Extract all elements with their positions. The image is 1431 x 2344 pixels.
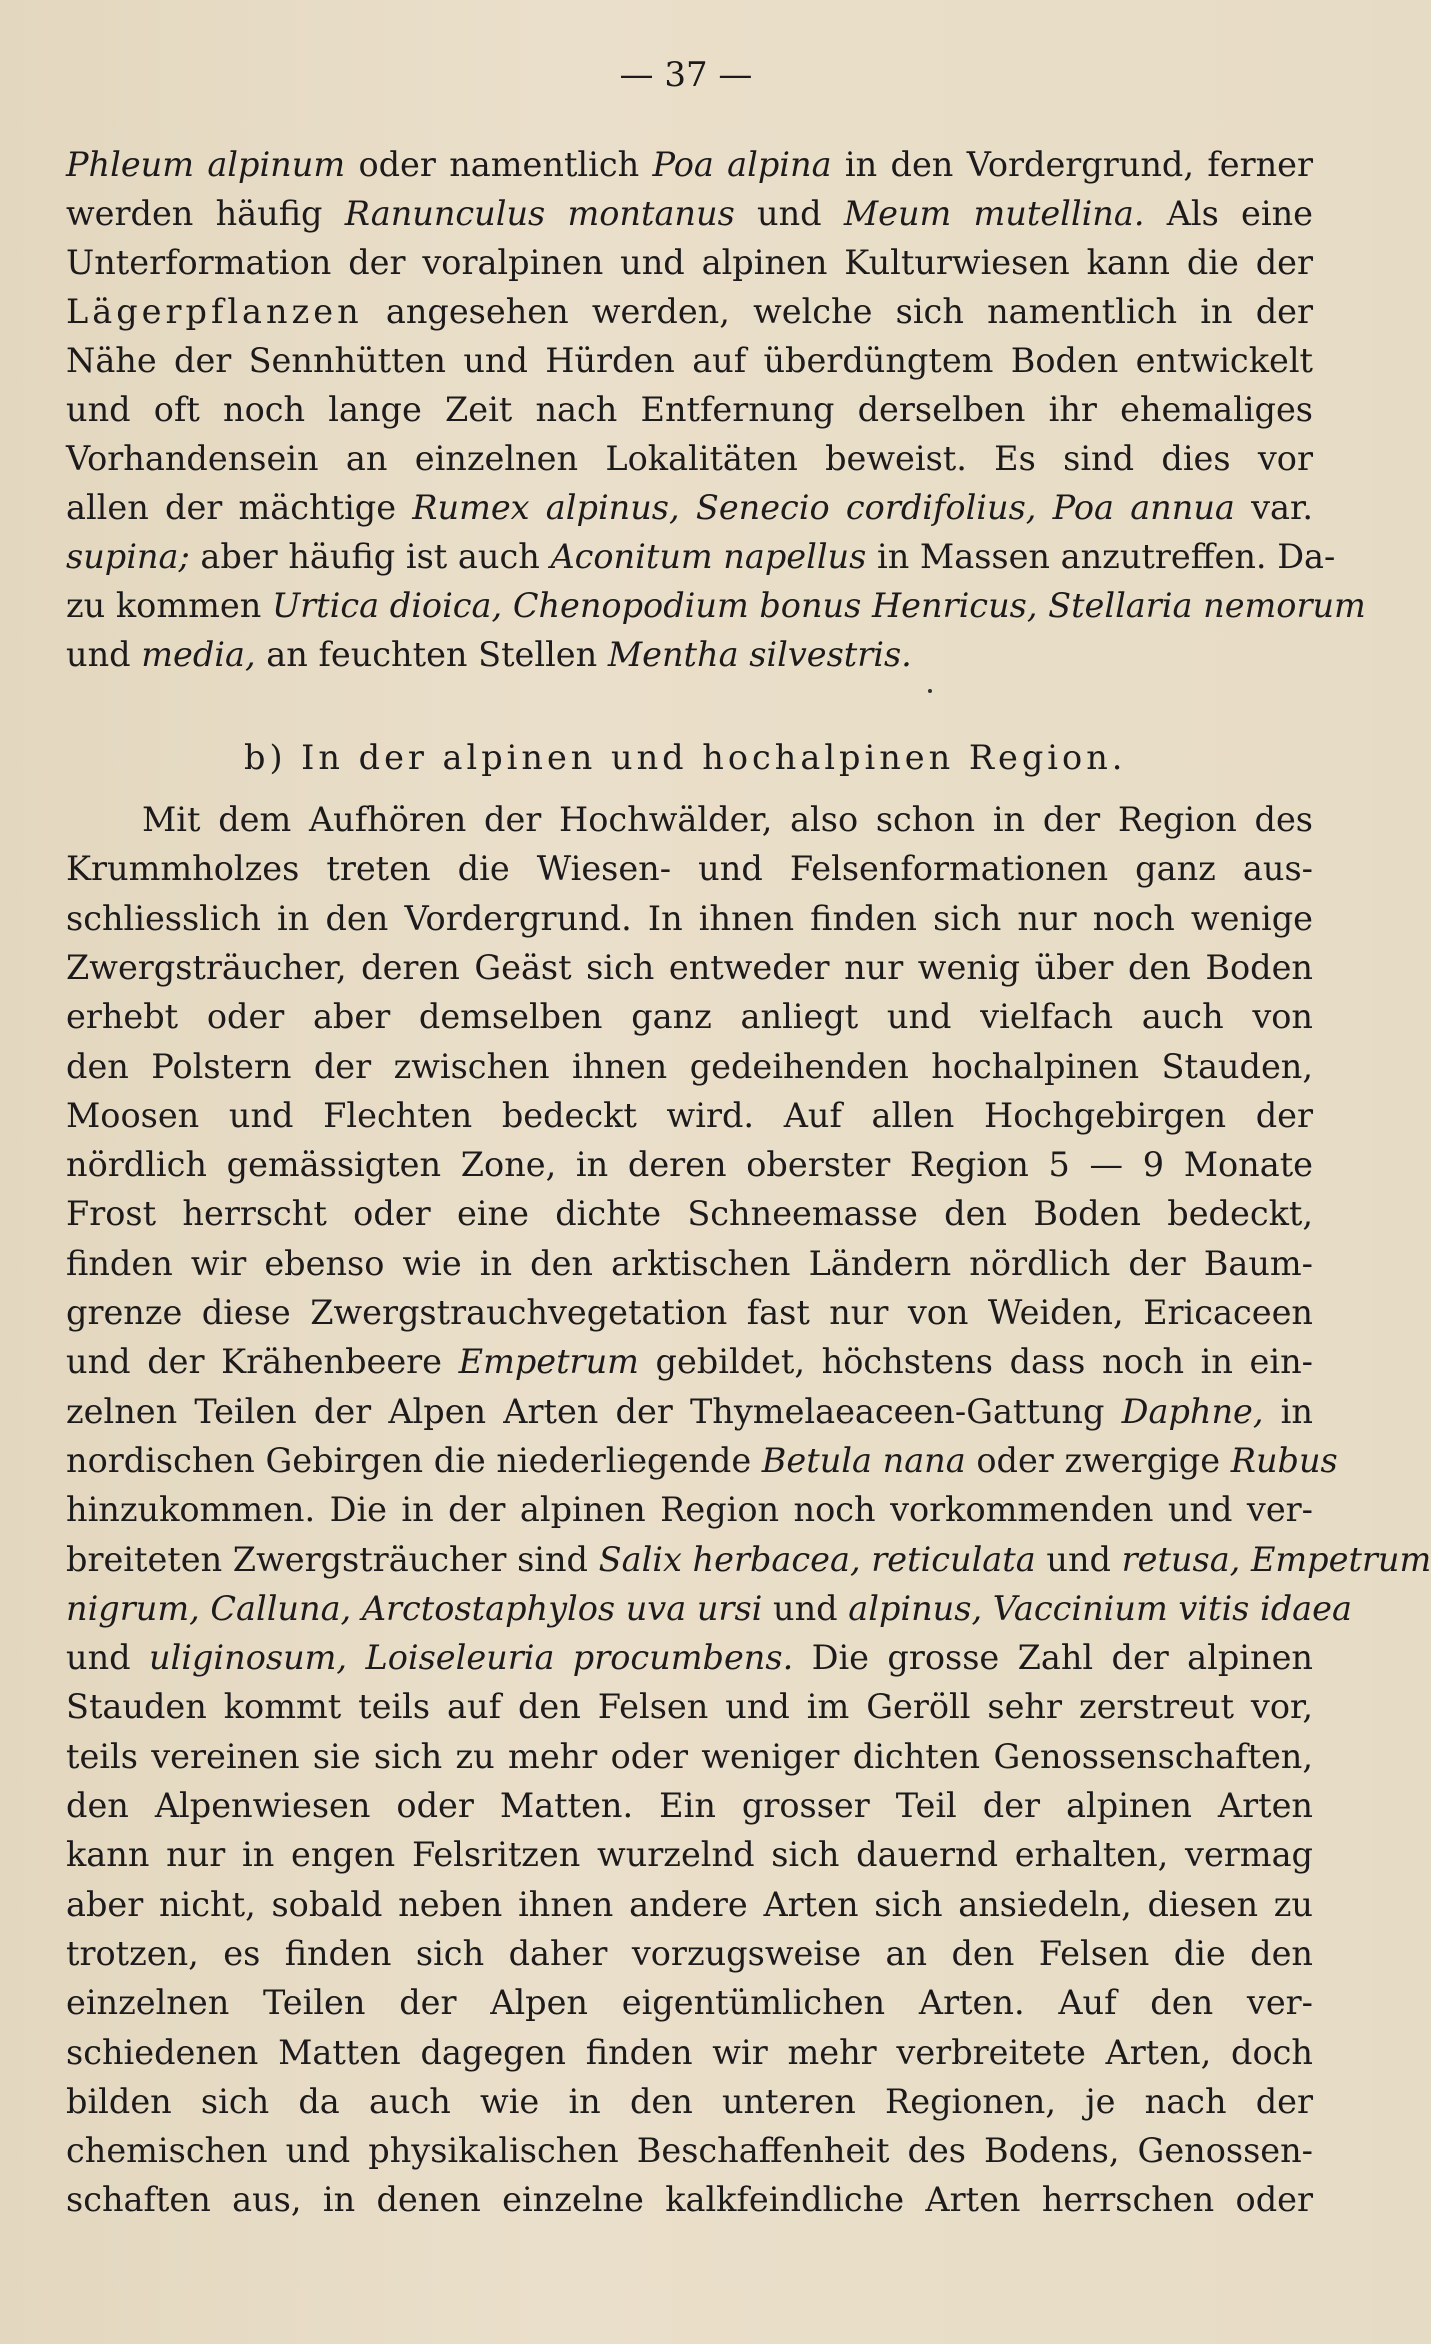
text-run: schiedenen Matten dagegen finden wir mehr verbreitete Arten, doch: [66, 2032, 1313, 2072]
text-line: [66, 1835, 1313, 1875]
text-line: [66, 1342, 1313, 1382]
text-line: [66, 145, 1313, 185]
text-line: [66, 1440, 1338, 1481]
text-run: nordischen Gebirgen die niederliegende: [66, 1440, 762, 1480]
italic-species-name: Empetrum: [458, 1342, 639, 1382]
italic-species-name: retusa, Empetrum: [1121, 1539, 1431, 1579]
text-run: Moosen und Flechten bedeckt wird. Auf allen Hochgebirgen der: [66, 1095, 1313, 1135]
italic-species-name: alpinus, Vaccinium vitis idaea: [848, 1588, 1352, 1628]
text-line: [66, 1687, 1313, 1727]
text-line: [66, 488, 1313, 528]
text-run: und: [762, 1588, 849, 1628]
text-run: Nähe der Sennhütten und Hürden auf überdüngtem Boden entwickelt: [66, 341, 1313, 380]
text-run: schaften aus, in denen einzelne kalkfeindliche Arten herrschen oder: [66, 2180, 1313, 2220]
text-run: schliesslich in den Vordergrund. In ihnen finden sich nur noch wenige: [66, 898, 1313, 938]
text-run: oder zwergige: [965, 1440, 1231, 1480]
text-run: und oft noch lange Zeit nach Entfernung derselben ihr ehemaliges: [66, 390, 1313, 429]
text-line: [66, 194, 1313, 234]
text-line: [66, 2180, 1313, 2220]
text-run: einzelnen Teilen der Alpen eigentümlichen Arten. Auf den ver-: [66, 1983, 1313, 2023]
text-line: [66, 1983, 1313, 2023]
text-run: chemischen und physikalischen Beschaffenheit des Bodens, Genossen-: [66, 2131, 1313, 2171]
text-line: [66, 948, 1313, 988]
italic-species-name: Urtica dioica, Chenopodium bonus Henricus, Stellaria nemorum: [271, 586, 1366, 625]
text-run: Lägerpflanzen: [66, 292, 363, 331]
text-run: allen der mächtige: [66, 488, 413, 527]
text-line: [66, 1588, 1352, 1629]
text-run: den Polstern der zwischen ihnen gedeihenden hochalpinen Stauden,: [66, 1046, 1313, 1086]
text-run: und: [66, 635, 142, 674]
text-line: [66, 390, 1313, 430]
text-run: zelnen Teilen der Alpen Arten der Thymelaeaceen-Gattung: [66, 1391, 1122, 1431]
text-line: [66, 586, 1366, 626]
italic-species-name: Poa alpina: [652, 145, 832, 184]
text-line: [66, 997, 1313, 1037]
text-run: den Alpenwiesen oder Matten. Ein grosser Teil der alpinen Arten: [66, 1786, 1313, 1825]
text-line: [66, 1194, 1313, 1234]
italic-species-name: Rubus: [1230, 1440, 1338, 1480]
text-run: und der Krähenbeere: [66, 1342, 459, 1382]
text-run: grenze diese Zwergstrauchvegetation fast nur von Weiden, Ericaceen: [66, 1293, 1313, 1332]
text-line: [66, 1885, 1313, 1925]
text-line: [66, 849, 1313, 889]
text-run: finden wir ebenso wie in den arktischen Ländern nördlich der Baum-: [66, 1243, 1313, 1283]
text-run: Unterformation der voralpinen und alpinen Kulturwiesen kann die der: [66, 243, 1313, 282]
text-line: [66, 635, 1313, 675]
text-run: bilden sich da auch wie in den unteren Regionen, je nach der: [66, 2081, 1313, 2121]
text-run: breiteten Zwergsträucher sind: [66, 1539, 599, 1579]
italic-species-name: nigrum, Calluna, Arctostaphylos uva ursi: [66, 1588, 763, 1628]
italic-species-name: Phleum alpinum: [66, 145, 346, 184]
text-line: [66, 1638, 1313, 1678]
italic-species-name: uliginosum, Loiseleuria procumbens.: [148, 1638, 794, 1678]
text-run: an feuchten Stellen: [255, 635, 608, 674]
text-line: [66, 1737, 1313, 1777]
text-run: werden häufig: [66, 194, 345, 233]
text-run: und: [1035, 1539, 1122, 1579]
text-run: Zwergsträucher, deren Geäst sich entweder nur wenig über den Boden: [66, 947, 1313, 987]
text-run: und: [734, 194, 844, 233]
text-line: [66, 1293, 1313, 1333]
text-line: [66, 1392, 1313, 1432]
text-run: trotzen, es finden sich daher vorzugsweise an den Felsen die den: [66, 1933, 1313, 1973]
text-run: aber häufig ist auch: [189, 537, 551, 576]
text-run: Die grosse Zahl der alpinen: [793, 1638, 1314, 1678]
italic-species-name: Salix herbacea, reticulata: [598, 1539, 1036, 1579]
text-run: Frost herrscht oder eine dichte Schneemasse den Boden bedeckt,: [66, 1194, 1313, 1234]
italic-species-name: media,: [141, 635, 256, 674]
text-run: kann nur in engen Felsritzen wurzelnd sich dauernd erhalten, vermag: [66, 1835, 1313, 1875]
text-line: [66, 1786, 1313, 1826]
text-run: Vorhandensein an einzelnen Lokalitäten beweist. Es sind dies vor: [66, 439, 1313, 478]
text-line: [66, 2082, 1313, 2122]
text-run: erhebt oder aber demselben ganz anliegt und vielfach auch von: [66, 997, 1313, 1037]
text-line: [142, 800, 1313, 840]
text-run: Als eine: [1144, 194, 1313, 233]
text-line: [66, 2131, 1313, 2171]
italic-species-name: Mentha silvestris.: [607, 635, 912, 674]
italic-species-name: Aconitum napellus: [550, 537, 867, 576]
text-run: in: [1263, 1391, 1313, 1431]
text-run: Krummholzes treten die Wiesen- und Felsenformationen ganz aus-: [66, 849, 1313, 889]
text-line: [66, 1490, 1313, 1530]
text-run: Mit dem Aufhören der Hochwälder, also schon in der Region des: [142, 800, 1313, 839]
text-line: [66, 292, 1313, 332]
italic-species-name: Rumex alpinus, Senecio cordifolius, Poa annua: [412, 488, 1235, 527]
text-run: in den Vordergrund, ferner: [831, 145, 1313, 184]
text-run: hinzukommen. Die in der alpinen Region noch vorkommenden und ver-: [66, 1490, 1313, 1530]
text-run: Stauden kommt teils auf den Felsen und im Geröll sehr zerstreut vor,: [66, 1687, 1313, 1727]
text-run: gebildet, höchstens dass noch in ein-: [638, 1342, 1313, 1382]
text-line: [66, 1047, 1313, 1087]
text-line: [66, 1934, 1313, 1974]
text-line: [66, 2033, 1313, 2073]
text-line: [66, 243, 1313, 283]
text-line: [66, 1539, 1431, 1580]
text-run: zu kommen: [66, 586, 272, 625]
text-run: var.: [1234, 488, 1313, 527]
text-line: [66, 1096, 1313, 1136]
text-line: [66, 1145, 1313, 1185]
text-line: [66, 899, 1313, 939]
text-line: [66, 1244, 1313, 1284]
text-run: und: [66, 1638, 149, 1678]
text-run: in Massen anzutreffen. Da-: [866, 537, 1336, 576]
text-run: teils vereinen sie sich zu mehr oder weniger dichten Genossenschaften,: [66, 1736, 1313, 1776]
italic-species-name: supina;: [66, 537, 190, 576]
text-line: [66, 537, 1336, 577]
text-run: aber nicht, sobald neben ihnen andere Arten sich ansiedeln, diesen zu: [66, 1884, 1313, 1924]
text-line: [66, 439, 1313, 479]
italic-species-name: Ranunculus montanus: [344, 194, 735, 233]
text-run: nördlich gemässigten Zone, in deren oberster Region 5 — 9 Monate: [66, 1145, 1313, 1185]
section-heading: b) In der alpinen und hochalpinen Region.: [244, 738, 1127, 777]
italic-species-name: Betula nana: [761, 1440, 966, 1480]
text-run: oder namentlich: [345, 145, 653, 184]
ink-speck: [928, 689, 932, 693]
italic-species-name: Meum mutellina.: [843, 194, 1145, 233]
page-number: — 37 —: [619, 55, 753, 95]
text-run: angesehen werden, welche sich namentlich in der: [362, 292, 1313, 331]
text-line: [66, 341, 1313, 381]
italic-species-name: Daphne,: [1121, 1391, 1264, 1431]
